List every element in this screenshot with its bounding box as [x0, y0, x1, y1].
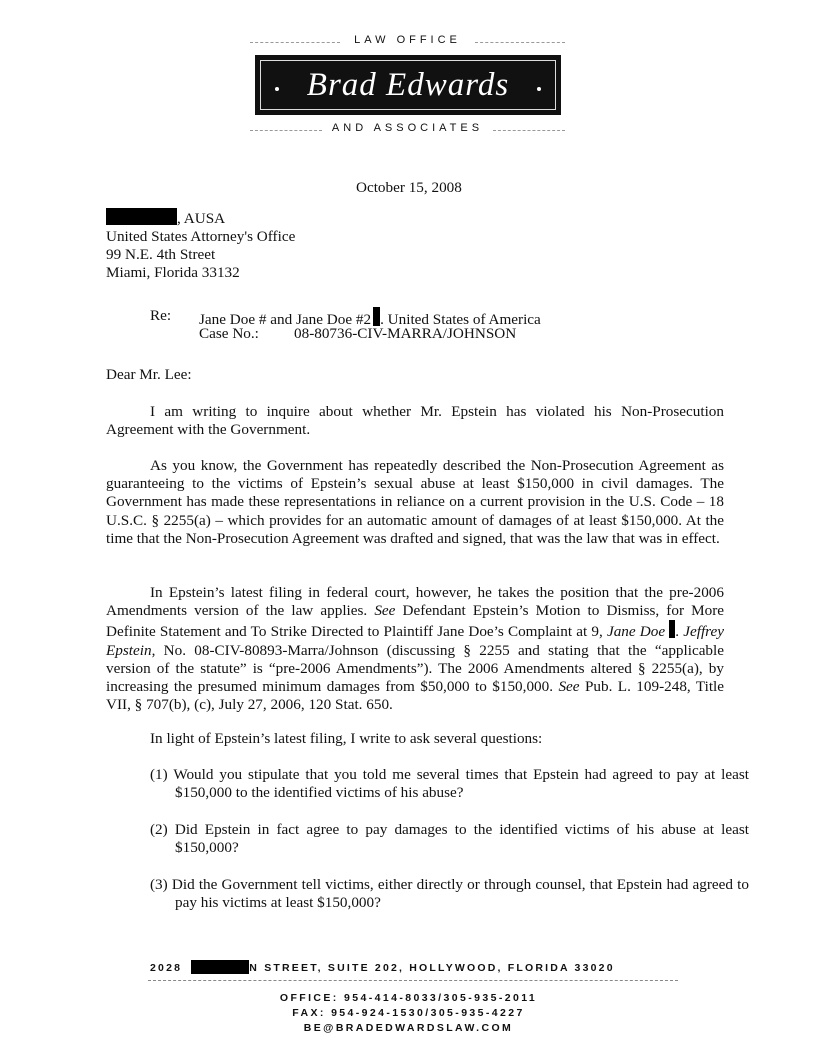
letter-date: October 15, 2008 [356, 179, 462, 196]
footer-address-number: 2028 [150, 962, 183, 974]
firm-logo-frame [260, 60, 556, 110]
p3-see: See [374, 602, 396, 620]
paragraph-2: As you know, the Government has repeatedly described the Non-Prosecution Agreement as guaranteeing to the victims of Epstein’s sexual abuse at least $150,000 in civil damages. The Government has made these representations in reliance on a current provision in the U.S. Code – 18 U.S.C. § 2255(a) – which provides for an automatic amount of damages of at least $150,000. At the time that the Non-Prosecution Agreement was drafted and signed, that was the law that was in effect. [106, 457, 724, 547]
paragraph-4: In light of Epstein’s latest filing, I write to ask several questions: [150, 730, 543, 747]
redaction-bar [106, 208, 177, 225]
p3-case-name: Jane Doe [606, 623, 666, 641]
recipient-city: Miami, Florida 33132 [106, 264, 240, 281]
p3-see-2: See [558, 678, 580, 696]
case-title-part-a: Jane Doe # and Jane Doe #2 [199, 311, 372, 328]
case-title-part-b: . United States of America [380, 311, 541, 328]
letterhead-bottom-label [250, 122, 565, 134]
case-no-value: 08-80736-CIV-MARRA/JOHNSON [294, 325, 517, 342]
footer-address [150, 960, 680, 974]
p3-case-defendant: Jeffrey Epstein [106, 623, 724, 659]
salutation: Dear Mr. Lee: [106, 366, 192, 383]
logo-dot-left [275, 87, 279, 91]
letterhead-dash-left [250, 42, 340, 43]
footer-email: BE@BRADEDWARDSLAW.COM [303, 1022, 514, 1034]
recipient-block [106, 208, 295, 282]
footer-fax: FAX: 954-924-1530/305-935-4227 [292, 1007, 525, 1019]
recipient-street: 99 N.E. 4th Street [106, 246, 216, 263]
recipient-name-line [106, 208, 295, 228]
redaction-bar [669, 620, 675, 638]
re-label: Re: [150, 307, 172, 324]
case-no-label: Case No.: [199, 325, 259, 342]
p3-text-b: Defendant Epstein’s Motion to Dismiss, for More Definite Statement and To Strike Directed to Plaintiff Jane Doe’s Complaint at 9, [106, 602, 725, 641]
letterhead-dash-left-2 [250, 130, 322, 131]
p3-text-d: Pub. L. 109-248, Title VII, § 707(b), (c), July 27, 2006, 120 Stat. 650. [106, 678, 725, 714]
firm-name: Brad Edwards [306, 66, 510, 103]
question-item: (3) Did the Government tell victims, either directly or through counsel, that Epstein had agreed to pay his victims at least $150,000? [150, 876, 749, 912]
letterhead-dash-right [475, 42, 565, 43]
p3-text-c: , No. 08-CIV-80893-Marra/Johnson (discussing § 2255 and stating that the “applicable version of the statute” is “pre-2006 Amendments”). The 2006 Amendments altered § 2255(a), by increasing the presumed minimum damages from $50,000 to $150,000. [106, 641, 724, 696]
logo-dot-right [537, 87, 541, 91]
recipient-office: United States Attorney's Office [106, 228, 296, 245]
paragraph-3: In Epstein’s latest filing in federal court, however, he takes the position that the pre-2006 Amendments version of the law applies. See Defendant Epstein’s Motion to Dismiss, for More Definite Statement and To Strike Directed to Plaintiff Jane Doe’s Complaint at 9, Jane Doe . Jeffrey Epstein, No. 08-CIV-80893-Marra/Johnson (discussing § 2255 and stating that the “applicable version of the statute” is “pre-2006 Amendments”). The 2006 Amendments altered § 2255(a), by increasing the presumed minimum damages from $50,000 to $150,000. See Pub. L. 109-248, Title VII, § 707(b), (c), July 27, 2006, 120 Stat. 650. [106, 584, 725, 714]
footer-divider [148, 980, 678, 981]
recipient-title: , AUSA [177, 210, 226, 227]
letterhead-top-label [250, 34, 565, 46]
firm-logo [255, 55, 561, 115]
footer-address-street: N STREET, SUITE 202, HOLLYWOOD, FLORIDA 33020 [249, 962, 615, 974]
p3-text-a: In Epstein’s latest filing in federal court, however, he takes the position that the pre-2006 Amendments version of the law applies. [106, 584, 724, 620]
letterhead-dash-right-2 [493, 130, 565, 131]
paragraph-1: I am writing to inquire about whether Mr. Epstein has violated his Non-Prosecution Agreement with the Government. [106, 403, 724, 439]
footer-office-phone: OFFICE: 954-414-8033/305-935-2011 [279, 992, 538, 1004]
redaction-bar [191, 960, 249, 974]
law-office-text: LAW OFFICE [354, 34, 461, 46]
and-associates-text: AND ASSOCIATES [331, 122, 484, 134]
question-item: (1) Would you stipulate that you told me several times that Epstein had agreed to pay at least $150,000 to the identified victims of his abuse? [150, 766, 749, 802]
question-item: (2) Did Epstein in fact agree to pay damages to the identified victims of his abuse at least $150,000? [150, 821, 749, 857]
